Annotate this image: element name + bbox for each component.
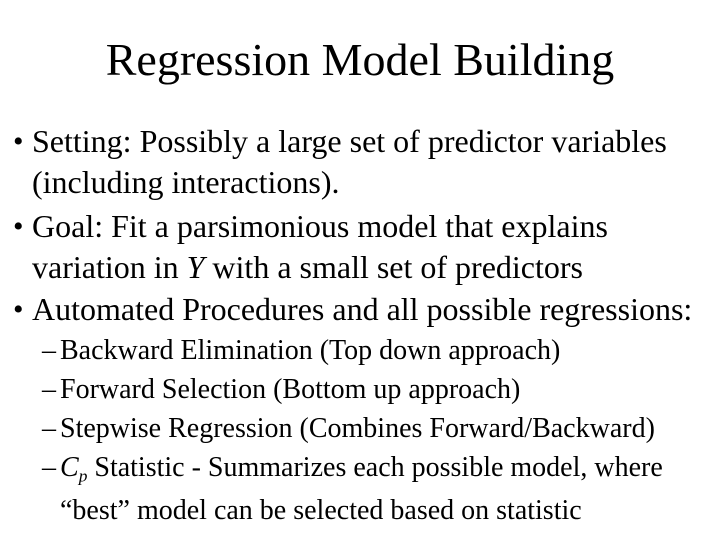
text-segment: Y xyxy=(186,249,205,285)
text-segment: p xyxy=(78,466,88,486)
text-segment: Statistic - Summarizes each possible model, where “best” model can be selected based on statistic xyxy=(60,452,663,526)
bullet-item xyxy=(13,206,707,288)
dash-marker: – xyxy=(42,413,56,444)
bullet-item xyxy=(13,289,707,330)
dash-marker: – xyxy=(42,452,56,483)
bullet-marker: • xyxy=(13,293,24,326)
dash-marker: – xyxy=(42,335,56,366)
dash-marker: – xyxy=(42,374,56,405)
text-segment: Setting: Possibly a large set of predictor variables (including interactions). xyxy=(32,123,667,200)
sub-bullet-item xyxy=(42,412,700,446)
text-segment: with a small set of predictors xyxy=(204,249,583,285)
text-segment: Backward Elimination (Top down approach) xyxy=(60,335,561,366)
text-segment: Automated Procedures and all possible regressions: xyxy=(32,291,693,327)
bullet-item xyxy=(13,121,707,203)
text-segment: Goal: Fit a parsimonious model that explains variation in xyxy=(32,208,608,285)
text-segment: C xyxy=(60,452,79,483)
text-segment: Forward Selection (Bottom up approach) xyxy=(60,374,521,405)
text-segment: Stepwise Regression (Combines Forward/Backward) xyxy=(60,413,655,444)
bullet-marker: • xyxy=(13,125,24,158)
slide-title: Regression Model Building xyxy=(105,34,615,85)
bullet-marker: • xyxy=(13,210,24,243)
sub-bullet-item xyxy=(42,451,700,528)
sub-bullet-item xyxy=(42,334,700,368)
sub-bullet-item xyxy=(42,373,700,407)
